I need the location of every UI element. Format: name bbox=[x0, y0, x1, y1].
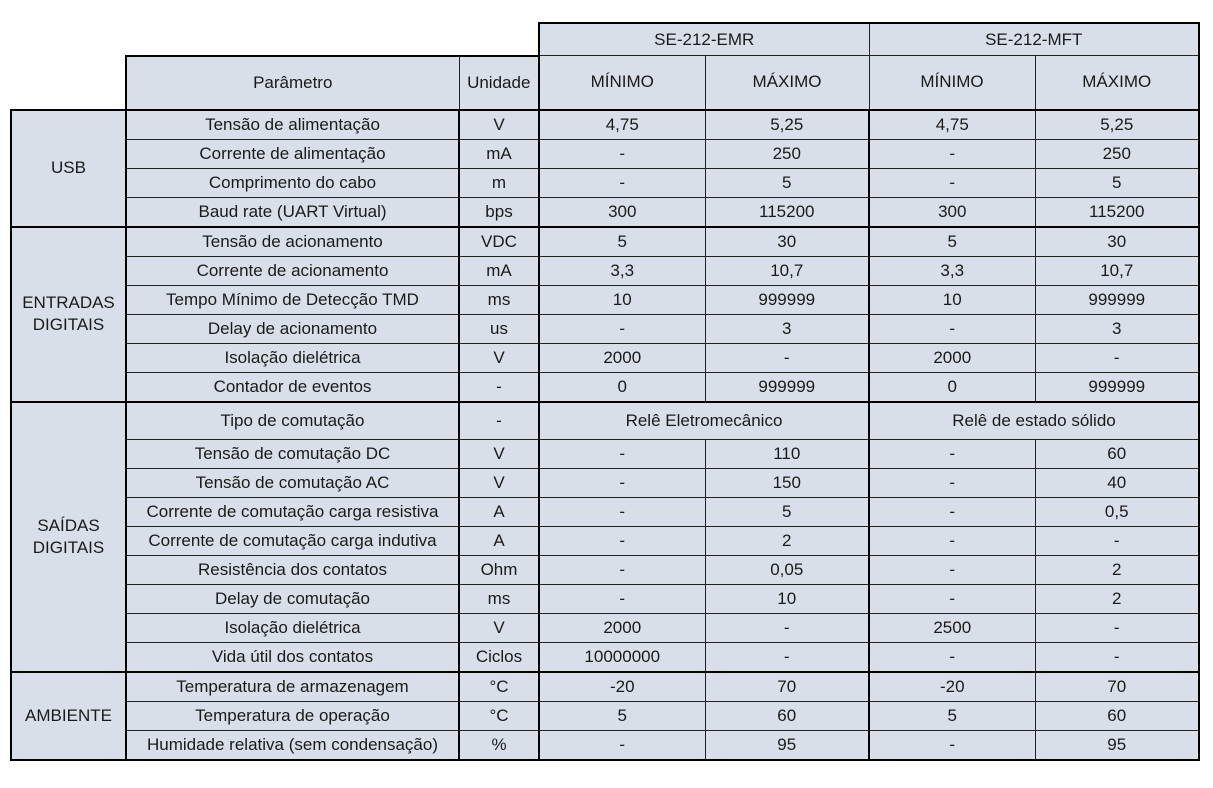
mft-max-cell: 250 bbox=[1035, 139, 1199, 168]
emr-min-cell: 300 bbox=[539, 197, 705, 227]
mft-max-cell: 10,7 bbox=[1035, 256, 1199, 285]
emr-max-cell: - bbox=[705, 613, 869, 642]
emr-max-cell: 999999 bbox=[705, 285, 869, 314]
param-cell: Temperatura de armazenagem bbox=[126, 672, 459, 702]
mft-max-cell: 3 bbox=[1035, 314, 1199, 343]
table-row bbox=[11, 343, 1199, 372]
param-cell: Isolação dielétrica bbox=[126, 343, 459, 372]
table-row bbox=[11, 197, 1199, 227]
emr-min-cell: - bbox=[539, 555, 705, 584]
param-cell: Contador de eventos bbox=[126, 372, 459, 402]
mft-min-cell: - bbox=[869, 168, 1035, 197]
mft-max-cell: 95 bbox=[1035, 730, 1199, 760]
mft-min-cell: 5 bbox=[869, 701, 1035, 730]
param-cell: Delay de comutação bbox=[126, 584, 459, 613]
table-row bbox=[11, 497, 1199, 526]
table-row bbox=[11, 701, 1199, 730]
mft-min-cell: 2500 bbox=[869, 613, 1035, 642]
param-cell: Resistência dos contatos bbox=[126, 555, 459, 584]
emr-max-cell: 30 bbox=[705, 227, 869, 257]
mft-max-cell: 30 bbox=[1035, 227, 1199, 257]
unit-cell: °C bbox=[459, 672, 539, 702]
table-row bbox=[11, 168, 1199, 197]
param-cell: Humidade relativa (sem condensação) bbox=[126, 730, 459, 760]
mft-max-cell: 70 bbox=[1035, 672, 1199, 702]
param-cell: Tensão de alimentação bbox=[126, 110, 459, 140]
mft-min-cell: - bbox=[869, 497, 1035, 526]
emr-max-cell: 10 bbox=[705, 584, 869, 613]
unit-cell: mA bbox=[459, 256, 539, 285]
blank-cell bbox=[11, 23, 126, 56]
mft-max-cell: 5 bbox=[1035, 168, 1199, 197]
unit-cell: V bbox=[459, 613, 539, 642]
emr-max-cell: 999999 bbox=[705, 372, 869, 402]
param-cell: Baud rate (UART Virtual) bbox=[126, 197, 459, 227]
unit-cell: A bbox=[459, 526, 539, 555]
param-cell: Tensão de comutação AC bbox=[126, 468, 459, 497]
mft-min-cell: - bbox=[869, 439, 1035, 468]
param-cell: Tipo de comutação bbox=[126, 402, 459, 440]
mft-max-cell: 2 bbox=[1035, 584, 1199, 613]
emr-max-cell: 110 bbox=[705, 439, 869, 468]
emr-min-cell: - bbox=[539, 526, 705, 555]
mft-max-cell: - bbox=[1035, 343, 1199, 372]
emr-max-cell: - bbox=[705, 343, 869, 372]
unit-cell: us bbox=[459, 314, 539, 343]
mft-min-cell: - bbox=[869, 555, 1035, 584]
group-label: ENTRADAS DIGITAIS bbox=[11, 227, 126, 402]
param-cell: Vida útil dos contatos bbox=[126, 642, 459, 672]
emr-min-cell: - bbox=[539, 468, 705, 497]
emr-min-cell: - bbox=[539, 584, 705, 613]
emr-max-cell: 5 bbox=[705, 168, 869, 197]
header-mft-max: MÁXIMO bbox=[1035, 56, 1199, 110]
unit-cell: V bbox=[459, 468, 539, 497]
header-parametro: Parâmetro bbox=[126, 56, 459, 110]
emr-max-cell: - bbox=[705, 642, 869, 672]
mft-min-cell: 2000 bbox=[869, 343, 1035, 372]
emr-max-cell: 60 bbox=[705, 701, 869, 730]
unit-cell: % bbox=[459, 730, 539, 760]
spec-table bbox=[10, 22, 1200, 761]
emr-min-cell: - bbox=[539, 730, 705, 760]
blank-cell bbox=[459, 23, 539, 56]
table-row bbox=[11, 256, 1199, 285]
unit-cell: bps bbox=[459, 197, 539, 227]
table-row bbox=[11, 555, 1199, 584]
model-header-mft: SE-212-MFT bbox=[869, 23, 1199, 56]
param-cell: Comprimento do cabo bbox=[126, 168, 459, 197]
table-row bbox=[11, 526, 1199, 555]
param-cell: Corrente de comutação carga indutiva bbox=[126, 526, 459, 555]
mft-max-cell: 999999 bbox=[1035, 372, 1199, 402]
unit-cell: V bbox=[459, 439, 539, 468]
emr-min-cell: - bbox=[539, 439, 705, 468]
mft-max-cell: - bbox=[1035, 642, 1199, 672]
emr-min-cell: 0 bbox=[539, 372, 705, 402]
emr-max-cell: 10,7 bbox=[705, 256, 869, 285]
mft-max-cell: 40 bbox=[1035, 468, 1199, 497]
table-row bbox=[11, 439, 1199, 468]
mft-min-cell: - bbox=[869, 139, 1035, 168]
group-label: USB bbox=[11, 110, 126, 227]
mft-max-cell: 60 bbox=[1035, 701, 1199, 730]
unit-cell: m bbox=[459, 168, 539, 197]
unit-cell: A bbox=[459, 497, 539, 526]
table-row bbox=[11, 227, 1199, 257]
mft-max-cell: 5,25 bbox=[1035, 110, 1199, 140]
emr-min-cell: - bbox=[539, 168, 705, 197]
param-cell: Corrente de comutação carga resistiva bbox=[126, 497, 459, 526]
unit-cell: - bbox=[459, 372, 539, 402]
table-row bbox=[11, 642, 1199, 672]
switch-type-emr: Relê Eletromecânico bbox=[539, 402, 869, 440]
emr-min-cell: - bbox=[539, 497, 705, 526]
param-cell: Delay de acionamento bbox=[126, 314, 459, 343]
table-row bbox=[11, 110, 1199, 140]
emr-max-cell: 115200 bbox=[705, 197, 869, 227]
emr-max-cell: 2 bbox=[705, 526, 869, 555]
emr-max-cell: 150 bbox=[705, 468, 869, 497]
table-row bbox=[11, 613, 1199, 642]
mft-min-cell: - bbox=[869, 526, 1035, 555]
mft-min-cell: - bbox=[869, 584, 1035, 613]
param-cell: Temperatura de operação bbox=[126, 701, 459, 730]
param-cell: Corrente de acionamento bbox=[126, 256, 459, 285]
mft-max-cell: 999999 bbox=[1035, 285, 1199, 314]
param-cell: Tensão de comutação DC bbox=[126, 439, 459, 468]
header-emr-max: MÁXIMO bbox=[705, 56, 869, 110]
table-row bbox=[11, 285, 1199, 314]
table-row bbox=[11, 730, 1199, 760]
param-cell: Isolação dielétrica bbox=[126, 613, 459, 642]
mft-max-cell: - bbox=[1035, 613, 1199, 642]
mft-max-cell: 0,5 bbox=[1035, 497, 1199, 526]
mft-min-cell: - bbox=[869, 730, 1035, 760]
emr-min-cell: 2000 bbox=[539, 343, 705, 372]
emr-min-cell: 2000 bbox=[539, 613, 705, 642]
table-row bbox=[11, 372, 1199, 402]
emr-min-cell: - bbox=[539, 139, 705, 168]
mft-min-cell: 3,3 bbox=[869, 256, 1035, 285]
blank-cell bbox=[11, 56, 126, 110]
emr-max-cell: 0,05 bbox=[705, 555, 869, 584]
unit-cell: V bbox=[459, 110, 539, 140]
emr-max-cell: 95 bbox=[705, 730, 869, 760]
emr-min-cell: 5 bbox=[539, 701, 705, 730]
emr-min-cell: 3,3 bbox=[539, 256, 705, 285]
unit-cell: Ciclos bbox=[459, 642, 539, 672]
unit-cell: VDC bbox=[459, 227, 539, 257]
group-label: AMBIENTE bbox=[11, 672, 126, 760]
unit-cell: Ohm bbox=[459, 555, 539, 584]
unit-cell: - bbox=[459, 402, 539, 440]
emr-min-cell: 10000000 bbox=[539, 642, 705, 672]
emr-min-cell: 4,75 bbox=[539, 110, 705, 140]
mft-max-cell: 60 bbox=[1035, 439, 1199, 468]
table-row bbox=[11, 314, 1199, 343]
header-unidade: Unidade bbox=[459, 56, 539, 110]
emr-min-cell: - bbox=[539, 314, 705, 343]
model-header-emr: SE-212-EMR bbox=[539, 23, 869, 56]
mft-min-cell: 300 bbox=[869, 197, 1035, 227]
blank-cell bbox=[126, 23, 459, 56]
mft-min-cell: 10 bbox=[869, 285, 1035, 314]
mft-min-cell: 5 bbox=[869, 227, 1035, 257]
emr-max-cell: 5,25 bbox=[705, 110, 869, 140]
switch-type-mft: Relê de estado sólido bbox=[869, 402, 1199, 440]
mft-min-cell: - bbox=[869, 468, 1035, 497]
header-emr-min: MÍNIMO bbox=[539, 56, 705, 110]
table-row bbox=[11, 584, 1199, 613]
emr-max-cell: 250 bbox=[705, 139, 869, 168]
mft-min-cell: 0 bbox=[869, 372, 1035, 402]
header-mft-min: MÍNIMO bbox=[869, 56, 1035, 110]
table-row bbox=[11, 672, 1199, 702]
param-cell: Tensão de acionamento bbox=[126, 227, 459, 257]
unit-cell: mA bbox=[459, 139, 539, 168]
table-row bbox=[11, 468, 1199, 497]
mft-min-cell: -20 bbox=[869, 672, 1035, 702]
mft-min-cell: 4,75 bbox=[869, 110, 1035, 140]
unit-cell: ms bbox=[459, 285, 539, 314]
mft-max-cell: - bbox=[1035, 526, 1199, 555]
mft-min-cell: - bbox=[869, 314, 1035, 343]
emr-max-cell: 3 bbox=[705, 314, 869, 343]
emr-max-cell: 5 bbox=[705, 497, 869, 526]
emr-min-cell: -20 bbox=[539, 672, 705, 702]
mft-max-cell: 115200 bbox=[1035, 197, 1199, 227]
unit-cell: V bbox=[459, 343, 539, 372]
unit-cell: °C bbox=[459, 701, 539, 730]
emr-max-cell: 70 bbox=[705, 672, 869, 702]
unit-cell: ms bbox=[459, 584, 539, 613]
mft-min-cell: - bbox=[869, 642, 1035, 672]
mft-max-cell: 2 bbox=[1035, 555, 1199, 584]
group-label: SAÍDAS DIGITAIS bbox=[11, 402, 126, 672]
table-row bbox=[11, 402, 1199, 440]
param-cell: Tempo Mínimo de Detecção TMD bbox=[126, 285, 459, 314]
param-cell: Corrente de alimentação bbox=[126, 139, 459, 168]
emr-min-cell: 5 bbox=[539, 227, 705, 257]
table-row bbox=[11, 139, 1199, 168]
emr-min-cell: 10 bbox=[539, 285, 705, 314]
